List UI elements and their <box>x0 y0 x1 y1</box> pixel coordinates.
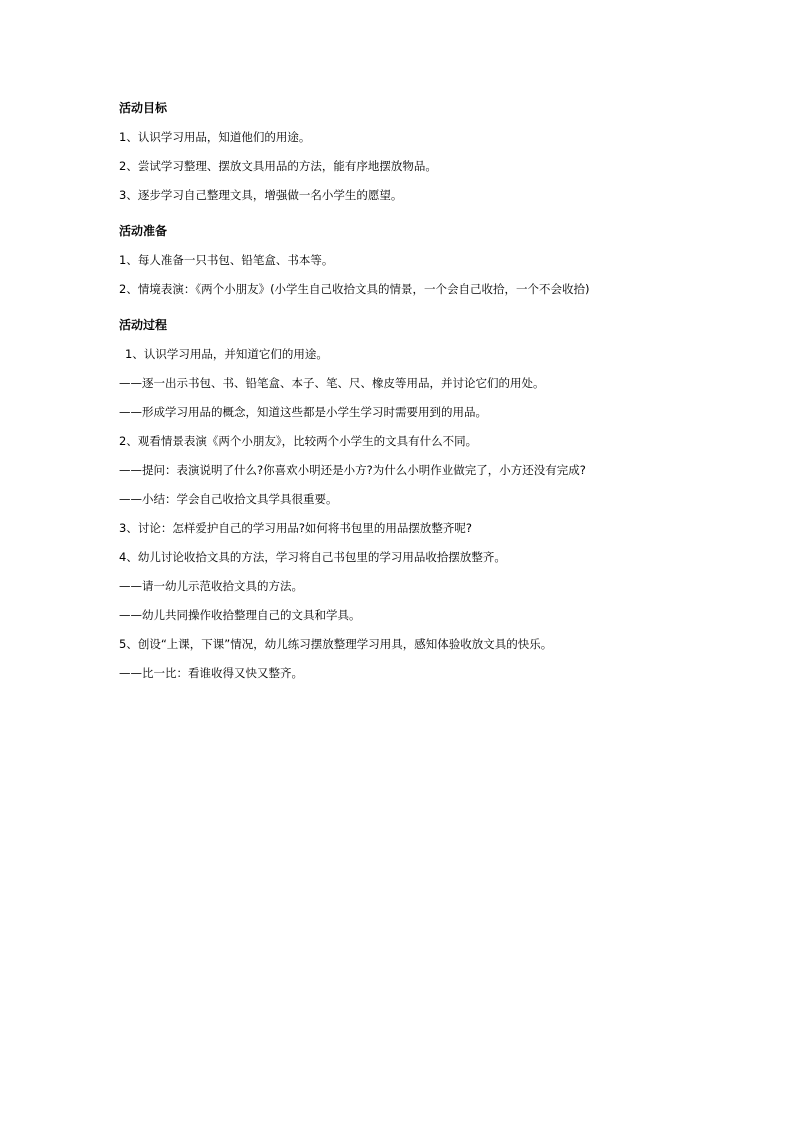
process-step-5: 5、创设“上课，下课”情况，幼儿练习摆放整理学习用具，感知体验收放文具的快乐。 <box>119 637 553 651</box>
process-step-1: 1、认识学习用品，并知道它们的用途。 <box>125 347 328 361</box>
process-substep: ——比一比：看谁收得又快又整齐。 <box>119 666 303 680</box>
section-preparation <box>119 223 679 297</box>
process-step-3: 3、讨论：怎样爱护自己的学习用品?如何将书包里的用品摆放整齐呢? <box>119 521 473 535</box>
process-step-2: 2、观看情景表演《两个小朋友》，比较两个小学生的文具有什么不同。 <box>119 434 478 448</box>
process-substep: ——提问：表演说明了什么?你喜欢小明还是小方?为什么小明作业做完了，小方还没有完成? <box>119 463 586 477</box>
document-content <box>119 100 679 694</box>
process-substep: ——形成学习用品的概念，知道这些都是小学生学习时需要用到的用品。 <box>119 405 487 419</box>
preparation-item-1: 1、每人准备一只书包、铅笔盒、书本等。 <box>119 253 334 267</box>
section-process <box>119 317 679 681</box>
section-goals <box>119 100 679 203</box>
process-step-4: 4、幼儿讨论收拾文具的方法，学习将自己书包里的学习用品收拾摆放整齐。 <box>119 550 506 564</box>
goal-item-1: 1、认识学习用品，知道他们的用途。 <box>119 130 311 144</box>
preparation-item-2: 2、情境表演：《两个小朋友》(小学生自己收拾文具的情景，一个会自己收拾，一个不会收拾) <box>119 282 590 296</box>
process-substep: ——小结：学会自己收拾文具学具很重要。 <box>119 492 338 506</box>
goal-item-3: 3、逐步学习自己整理文具，增强做一名小学生的愿望。 <box>119 188 403 202</box>
section-heading-process: 活动过程 <box>119 318 168 332</box>
goal-item-2: 2、尝试学习整理、摆放文具用品的方法，能有序地摆放物品。 <box>119 159 437 173</box>
process-substep: ——幼儿共同操作收拾整理自己的文具和学具。 <box>119 608 361 622</box>
process-substep: ——请一幼儿示范收拾文具的方法。 <box>119 579 303 593</box>
section-heading-preparation: 活动准备 <box>119 224 168 238</box>
section-heading-goals: 活动目标 <box>119 101 168 115</box>
process-substep: ——逐一出示书包、书、铅笔盒、本子、笔、尺、橡皮等用品，并讨论它们的用处。 <box>119 376 545 390</box>
